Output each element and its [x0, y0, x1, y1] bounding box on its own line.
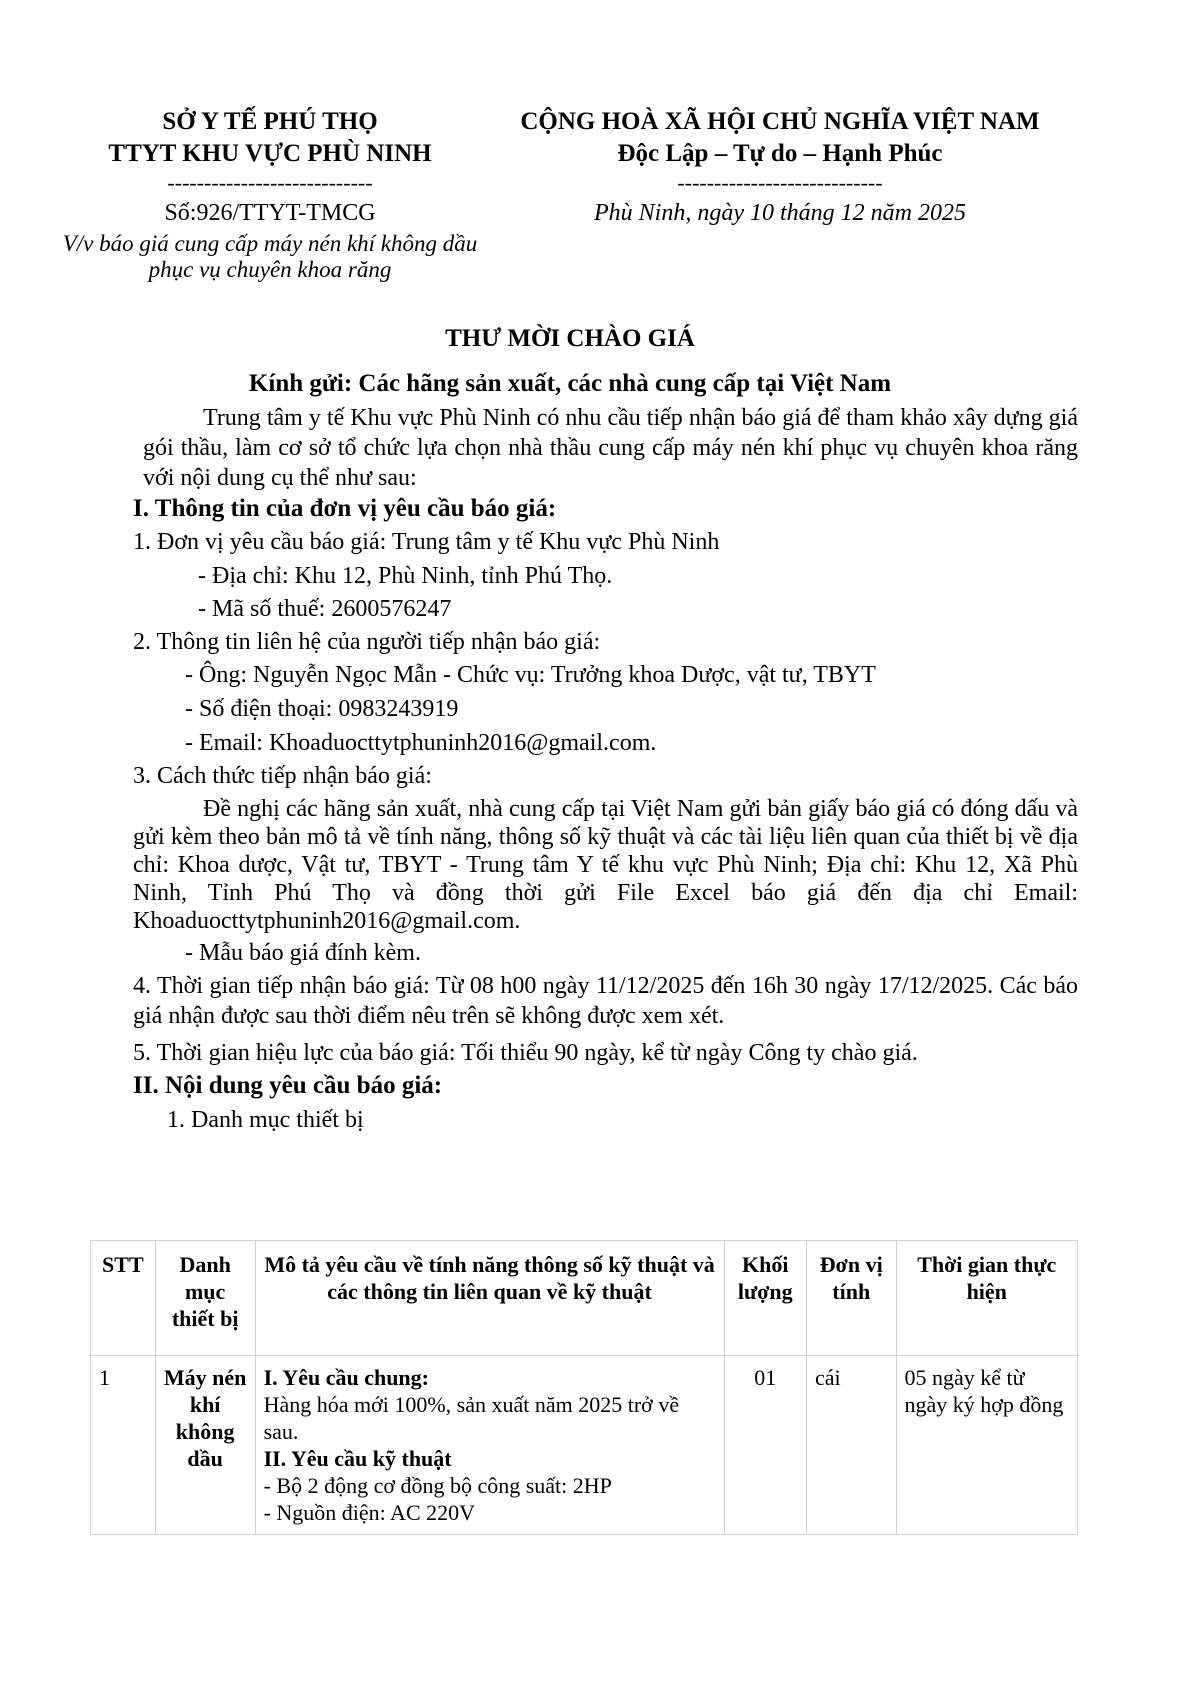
recipient: Kính gửi: Các hãng sản xuất, các nhà cung cấp tại Việt Nam [248, 370, 892, 397]
section-1-item-4: 4. Thời gian tiếp nhận báo giá: Từ 08 h00 ngày 11/12/2025 đến 16h 30 ngày 17/12/2025. Các báo giá nhận được sau thời điểm nêu trên sẽ không được xem xét. [133, 973, 1078, 1029]
equipment-table [90, 1240, 1078, 1535]
right-divider: ---------------------------- [677, 170, 883, 195]
subject-line-1: V/v báo giá cung cấp máy nén khí không dầu [62, 231, 478, 256]
section-2-sub-1: 1. Danh mục thiết bị [167, 1107, 364, 1133]
quote-template-note: - Mẫu báo giá đính kèm. [185, 940, 421, 966]
desc-technical-heading: II. Yêu cầu kỹ thuật [263, 1446, 452, 1471]
section-1-heading: I. Thông tin của đơn vị yêu cầu báo giá: [133, 495, 557, 522]
requester-address: - Địa chỉ: Khu 12, Phù Ninh, tỉnh Phú Thọ. [198, 563, 613, 589]
row-quantity: 01 [724, 1356, 806, 1535]
header-stt: STT [91, 1241, 156, 1356]
header-quantity: Khối lượng [724, 1241, 806, 1356]
row-name: Máy nén khí không dầu [155, 1356, 255, 1535]
agency-name: TTYT KHU VỰC PHÙ NINH [108, 140, 432, 167]
contact-phone: - Số điện thoại: 0983243919 [185, 696, 459, 722]
section-1-item-2: 2. Thông tin liên hệ của người tiếp nhận báo giá: [133, 629, 601, 655]
page-title: THƯ MỜI CHÀO GIÁ [445, 325, 695, 352]
section-2-heading: II. Nội dung yêu cầu báo giá: [133, 1072, 443, 1099]
contact-email: - Email: Khoaduocttytphuninh2016@gmail.com. [185, 730, 657, 756]
agency-parent: SỞ Y TẾ PHÚ THỌ [162, 108, 378, 135]
row-description [255, 1356, 724, 1535]
desc-general-text: Hàng hóa mới 100%, sản xuất năm 2025 trở về sau. [263, 1392, 680, 1444]
subject-line-2: phục vụ chuyên khoa răng [148, 257, 392, 282]
row-time: 05 ngày kể từ ngày ký hợp đồng [896, 1356, 1078, 1535]
section-1-item-1: 1. Đơn vị yêu cầu báo giá: Trung tâm y tế Khu vực Phù Ninh [133, 529, 720, 555]
date-line: Phù Ninh, ngày 10 tháng 12 năm 2025 [594, 200, 966, 226]
table-row [91, 1356, 1078, 1535]
submission-instructions: Đề nghị các hãng sản xuất, nhà cung cấp tại Việt Nam gửi bản giấy báo giá có đóng dấu và gửi kèm theo bản mô tả về tính năng, thông số kỹ thuật và các tài liệu liên quan của thiết bị về địa chỉ: Khoa dược, Vật tư, TBYT - Trung tâm Y tế khu vực Phù Ninh; Địa chỉ: Khu 12, Xã Phù Ninh, Tỉnh Phú Thọ và đồng thời gửi File Excel báo giá đến địa chỉ Email: Khoaduocttytphuninh2016@gmail.com. [133, 796, 1078, 934]
header-time: Thời gian thực hiện [896, 1241, 1078, 1356]
row-stt: 1 [91, 1356, 156, 1535]
national-motto: Độc Lập – Tự do – Hạnh Phúc [617, 140, 943, 167]
left-divider: ---------------------------- [167, 170, 373, 195]
section-1-item-3: 3. Cách thức tiếp nhận báo giá: [133, 763, 432, 789]
row-unit: cái [807, 1356, 897, 1535]
header-unit: Đơn vị tính [807, 1241, 897, 1356]
desc-motor: - Bộ 2 động cơ đồng bộ công suất: 2HP [263, 1473, 612, 1498]
header-name: Danh mục thiết bị [155, 1241, 255, 1356]
desc-power: - Nguồn điện: AC 220V [263, 1500, 476, 1525]
intro-paragraph: Trung tâm y tế Khu vực Phù Ninh có nhu cầu tiếp nhận báo giá để tham khảo xây dựng giá gói thầu, làm cơ sở tổ chức lựa chọn nhà thầu cung cấp máy nén khí phục vụ chuyên khoa răng với nội dung cụ thể như sau: [143, 405, 1078, 491]
national-title: CỘNG HOÀ XÃ HỘI CHỦ NGHĨA VIỆT NAM [520, 108, 1040, 135]
desc-general-heading: I. Yêu cầu chung: [263, 1365, 429, 1390]
header-description: Mô tả yêu cầu về tính năng thông số kỹ thuật và các thông tin liên quan về kỹ thuật [255, 1241, 724, 1356]
section-1-item-5: 5. Thời gian hiệu lực của báo giá: Tối thiểu 90 ngày, kể từ ngày Công ty chào giá. [133, 1040, 918, 1066]
table-header-row [91, 1241, 1078, 1356]
contact-person: - Ông: Nguyễn Ngọc Mẫn - Chức vụ: Trưởng khoa Dược, vật tư, TBYT [185, 662, 876, 688]
document-number: Số:926/TTYT-TMCG [164, 200, 376, 226]
requester-tax-code: - Mã số thuế: 2600576247 [198, 596, 452, 622]
